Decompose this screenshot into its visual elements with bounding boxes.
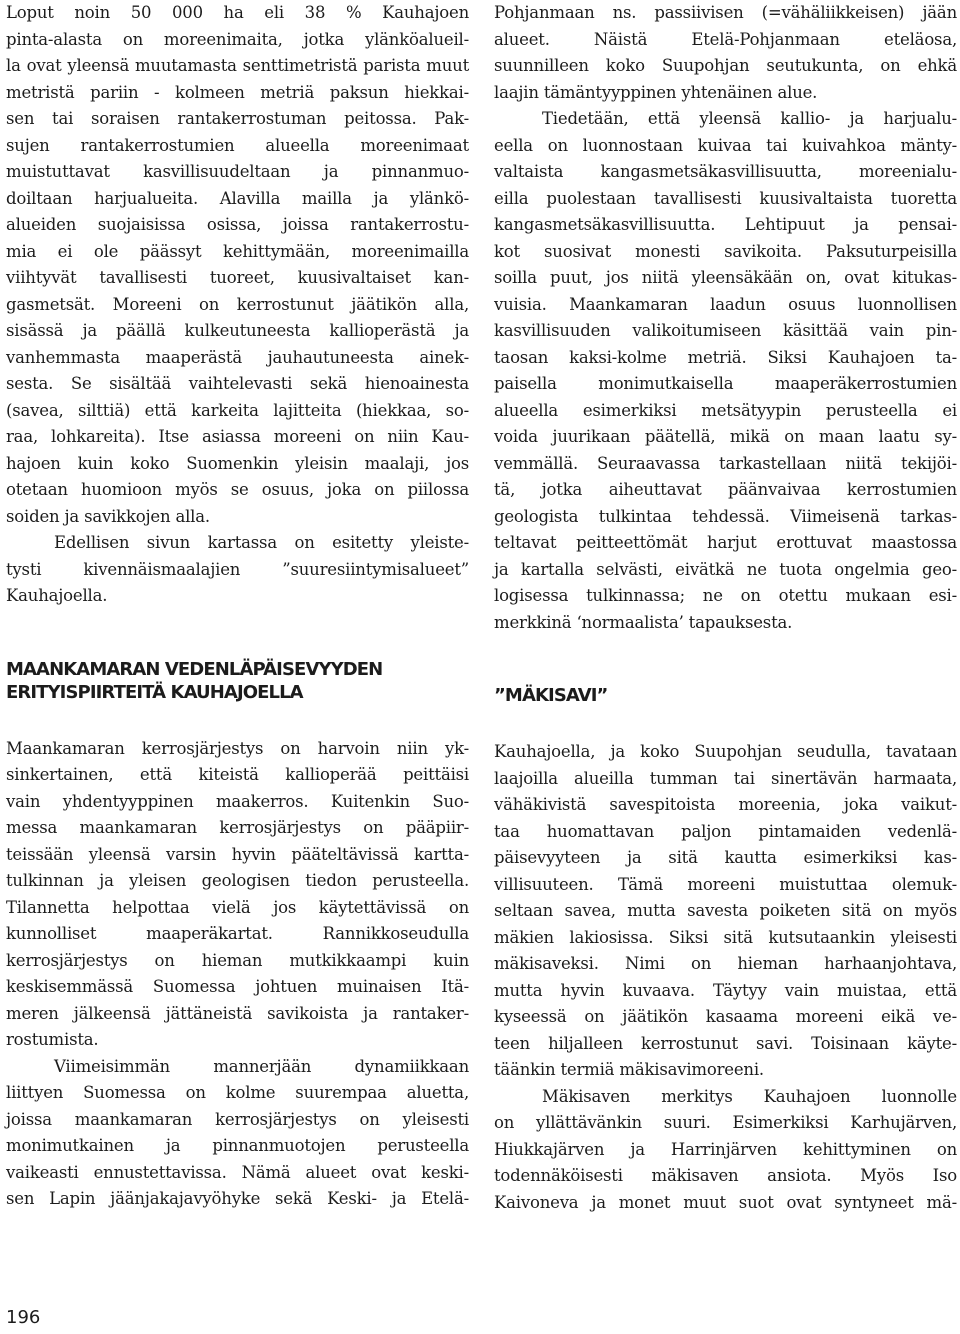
text-line: doiltaan harjualueita. Alavilla mailla ja ylänkö- (6, 188, 469, 208)
text-line: monimutkainen ja pinnanmuotojen perusteella (6, 1136, 469, 1155)
text-line: eella on luonnostaan kuivaa tai kuivahkoa mänty- (494, 135, 957, 155)
text-line: la ovat yleensä muutamasta senttimetristä parista muut (6, 56, 469, 75)
text-line: alueiden suojaisissa osissa, joissa rantakerrostu- (6, 215, 469, 234)
section-heading-permeability (6, 658, 469, 704)
text-line: sinkertainen, että kiteistä kallioperää peittäisi (6, 765, 469, 784)
text-line: rostumista. (6, 1030, 99, 1049)
text-line: keskisemmässä Suomessa johtuen muinaisen Itä- (6, 977, 469, 996)
text-line: muistuttavat kasvillisuudeltaan ja pinnanmuo- (6, 162, 469, 181)
text-line: pinta-alasta on moreenimaita, jotka ylänköalueil- (6, 29, 469, 49)
text-line: vaikeasti ennustettavissa. Nämä alueet ovat keski- (6, 1162, 469, 1182)
text-line: vain yhdentyyppinen maakerros. Kuitenkin Suo- (6, 791, 469, 811)
map-reference-paragraph (6, 530, 469, 610)
makisavi-paragraph (494, 739, 957, 1084)
intro-paragraph (6, 0, 469, 530)
text-line: Kaivoneva ja monet muut suot ovat syntyneet mä- (494, 1192, 957, 1212)
text-line: gasmetsät. Moreeni on kerrostunut jäätikön alla, (6, 294, 469, 314)
glacial-dynamics-paragraph (6, 1054, 469, 1213)
text-line: meren jälkeensä jättäneistä savikoista ja rantaker- (6, 1003, 469, 1023)
text-line: Viimeisimmän mannerjään dynamiikkaan (54, 1056, 469, 1076)
text-line: kangasmetsäkasvillisuutta. Lehtipuut ja pensai- (494, 215, 957, 234)
heading-line: ERITYISPIIRTEITÄ KAUHAJOELLA (6, 681, 303, 703)
text-line: päisevyyteen ja sitä kautta esimerkiksi kas- (494, 848, 957, 867)
text-line: laajoilla alueilla tumman tai sinertävän harmaata, (494, 768, 957, 788)
text-line: mäkien lakiosissa. Siksi sitä kutsutaankin yleisesti (494, 927, 957, 947)
text-line: viihtyvät tavallisesti tuoreet, kuusivaltaiset kan- (6, 268, 469, 287)
section-heading-makisavi (494, 684, 957, 707)
text-line: Loput noin 50 000 ha eli 38 % Kauhajoen (6, 3, 469, 22)
page-number: 196 (6, 1307, 41, 1328)
continuation-paragraph (494, 0, 957, 106)
text-line: joissa maankamaran kerrosjärjestys on yleisesti (6, 1109, 469, 1129)
text-line: Maankamaran kerrosjärjestys on harvoin niin yk- (6, 738, 469, 758)
text-line: kerrosjärjestys on hieman mutkikkaampi kuin (6, 950, 469, 970)
text-line: merkkinä ‘normaalista’ tapauksesta. (494, 612, 793, 632)
text-line: Kauhajoella, ja koko Suupohjan seudulla, tavataan (494, 742, 957, 761)
text-line: teltavat peitteettömät harjut erottuvat maastossa (494, 533, 957, 552)
text-line: paisella monimutkaisella maaperäkerrostumien (494, 374, 957, 393)
text-line: Tilannetta helpottaa vielä jos käytettävissä on (6, 897, 469, 917)
text-line: voida juurikaan päätellä, mikä on maan laatu sy- (494, 427, 957, 446)
text-line: raa, lohkareita). Itse asiassa moreeni on niin Kau- (6, 427, 469, 446)
text-line: Mäkisaven merkitys Kauhajoen luonnolle (542, 1086, 957, 1106)
text-line: liittyen Suomessa on kolme suurempaa aluetta, (6, 1083, 469, 1102)
text-line: sen Lapin jäänjakajavyöhyke sekä Keski- ja Etelä- (6, 1189, 469, 1208)
text-line: mia ei ole päässyt kehittymään, moreenimailla (6, 241, 469, 261)
text-line: kasvillisuuden valikoitumiseen käsittää vain pin- (494, 321, 957, 340)
text-line: soilla puut, jos niitä yleensäkään on, ovat kitukas- (494, 268, 957, 287)
text-line: villisuuteen. Tämä moreeni muistuttaa olemuk- (494, 874, 957, 894)
text-line: teissään yleensä varsin hyvin pääteltävissä kartta- (6, 844, 469, 864)
text-line: Edellisen sivun kartassa on esitetty yleiste- (54, 533, 469, 552)
text-line: Hiukkajärven ja Harrinjärven kehittyminen on (494, 1139, 957, 1159)
text-line: Pohjanmaan ns. passiivisen (=vähäliikkeisen) jään (494, 3, 957, 22)
significance-paragraph (494, 1084, 957, 1217)
right-column (494, 0, 957, 1216)
text-line: vanhemmasta maaperästä jauhautuneesta ainek- (6, 347, 469, 367)
text-line: eilla puolestaan tavallisesti kuusivaltaista tuoretta (494, 188, 957, 208)
text-line: messa maankamaran kerrosjärjestys on pääpiir- (6, 818, 469, 837)
text-line: Tiedetään, että yleensä kallio- ja harjualu- (542, 109, 957, 128)
stratigraphy-paragraph (6, 736, 469, 1054)
text-line: alueella esimerkiksi metsätyypin perusteella ei (494, 400, 957, 420)
text-line: sen tai soraisen rantakerrostuman peitossa. Pak- (6, 109, 469, 128)
text-line: taa huomattavan paljon pintamaiden vedenlä- (494, 821, 957, 841)
text-line: tulkinnan ja yleisen geologisen tiedon perusteella. (6, 871, 469, 890)
text-line: on yllättävänkin suuri. Esimerkiksi Karhujärven, (494, 1113, 957, 1132)
text-line: mutta hyvin kuvaava. Täytyy vain muistaa, että (494, 980, 957, 1000)
left-column (6, 0, 469, 1213)
text-line: vemmällä. Seuraavassa tarkastellaan niitä tekijöi- (494, 453, 957, 473)
text-line: (savea, silttiä) että karkeita lajitteita (hiekkaa, so- (6, 400, 469, 420)
text-line: sesta. Se sisältää vaihtelevasti sekä hienoainesta (6, 374, 469, 393)
text-line: teen hiljalleen kerrostunut savi. Toisinaan käyte- (494, 1033, 957, 1053)
text-line: geologista tulkintaa tehdessä. Viimeisenä tarkas- (494, 506, 957, 526)
text-line: todennäköisesti mäkisaven ansiota. Myös Iso (494, 1166, 957, 1185)
text-line: taosan kaksi-kolme metriä. Siksi Kauhajoen ta- (494, 347, 957, 367)
text-line: täänkin termiä mäkisavimoreeni. (494, 1060, 764, 1079)
text-line: mäkisaveksi. Nimi on hieman harhaanjohtava, (494, 954, 957, 973)
text-line: tysti kivennäismaalajien ”suuresiintymisalueet” (6, 559, 469, 579)
text-line: logisessa tulkinnassa; ne on otettu mukaan esi- (494, 586, 957, 605)
text-line: Kauhajoella. (6, 586, 108, 605)
text-line: otetaan huomioon myös se osuus, joka on piilossa (6, 480, 469, 499)
text-line: laajin tämäntyyppinen yhtenäinen alue. (494, 82, 818, 102)
text-line: kot suosivat monesti savikoita. Paksuturpeisilla (494, 241, 957, 261)
text-line: sujen rantakerrostumien alueella moreenimaat (6, 135, 469, 155)
text-line: sisässä ja päällä kulkeutuneesta kallioperästä ja (6, 321, 469, 340)
heading-line: MAANKAMARAN VEDENLÄPÄISEVYYDEN (6, 658, 383, 680)
text-line: suunnilleen koko Suupohjan seutukunta, on ehkä (494, 56, 957, 75)
text-line: kunnolliset maaperäkartat. Rannikkoseudulla (6, 924, 469, 943)
text-line: kyseessä on jäätikön kasaama moreeni eikä ve- (494, 1007, 957, 1026)
text-line: tä, jotka aiheuttavat päänvaivaa kerrostumien (494, 480, 957, 499)
text-line: valtaista kangasmetsäkasvillisuutta, moreenialu- (494, 162, 957, 181)
text-line: ja kartalla selvästi, eivätkä ne tuota ongelmia geo- (494, 559, 957, 579)
text-line: seltaan savea, mutta savesta poiketen sitä on myös (494, 901, 957, 920)
vegetation-paragraph (494, 106, 957, 636)
text-line: vuisia. Maankamaran laadun osuus luonnollisen (494, 294, 957, 314)
text-line: metristä pariin - kolmeen metriä paksun hiekkai- (6, 82, 469, 102)
text-line: soiden ja savikkojen alla. (6, 506, 210, 526)
text-line: hajoen kuin koko Suomenkin yleisin maalaji, jos (6, 453, 469, 473)
heading-line: ”MÄKISAVI” (494, 685, 608, 706)
text-line: alueet. Näistä Etelä-Pohjanmaan eteläosa, (494, 29, 957, 49)
text-line: vähäkivistä savespitoista moreenia, joka vaikut- (494, 795, 957, 814)
